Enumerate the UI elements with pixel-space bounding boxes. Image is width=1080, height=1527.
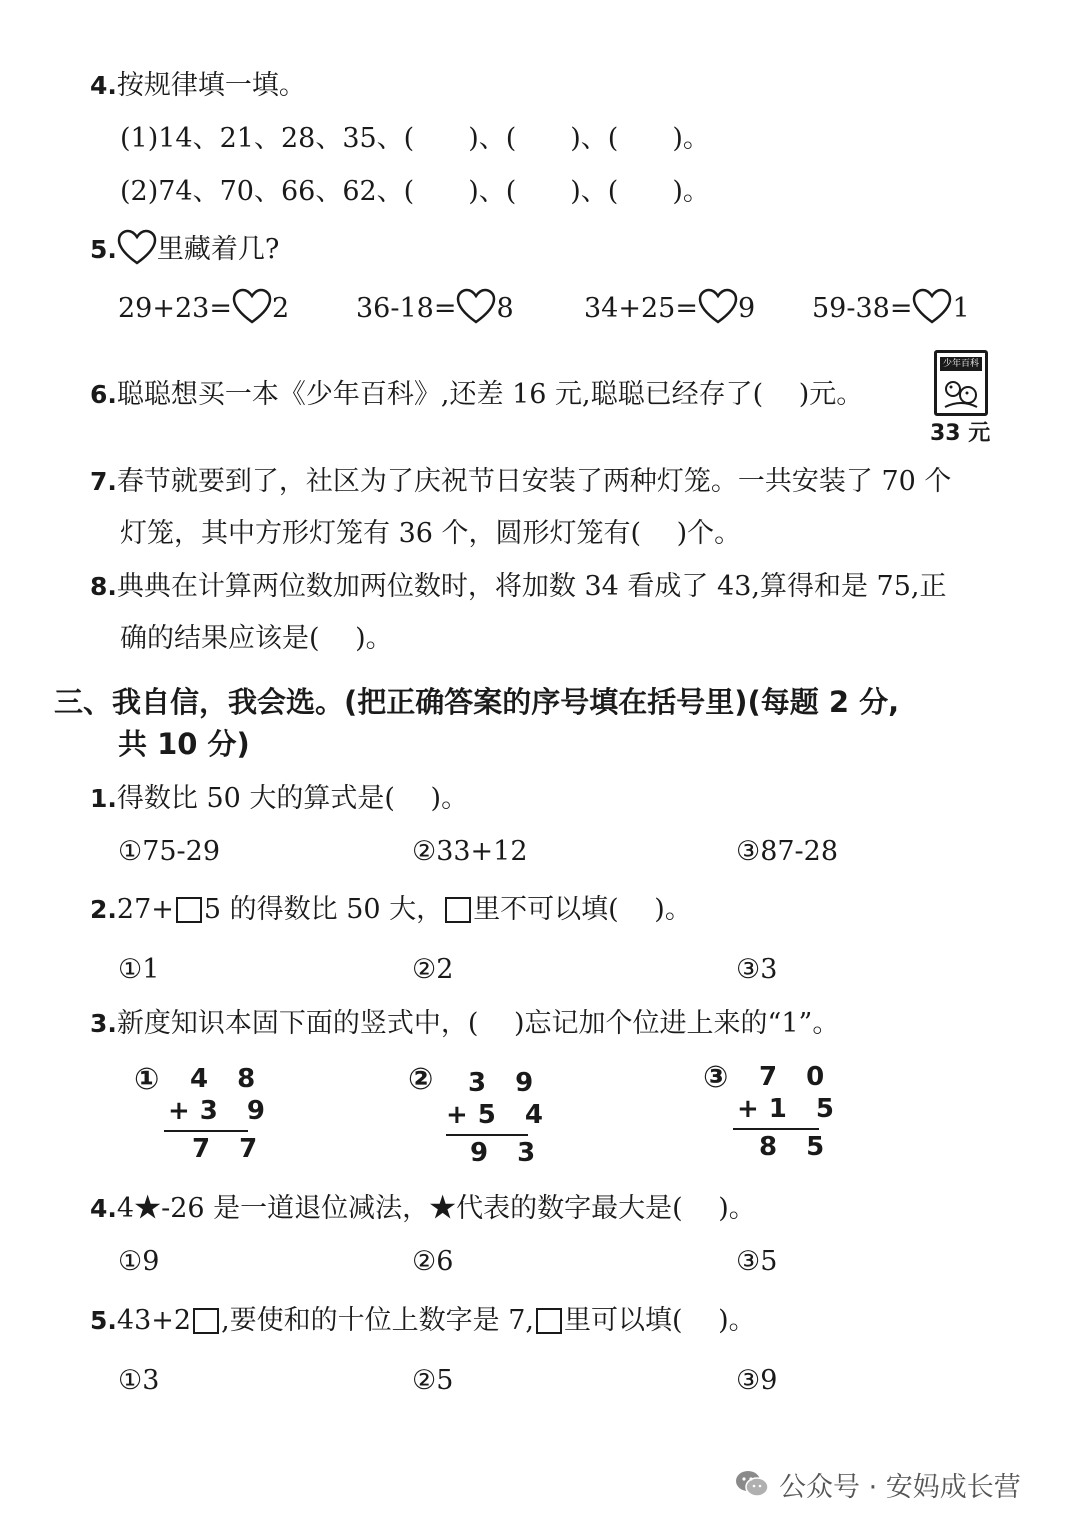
- p3-q1-text: 得数比 50 大的算式是( )。: [116, 783, 469, 814]
- p3-q1-line: [90, 781, 468, 817]
- p3-q4-text: 4★-26 是一道退位减法，★代表的数字最大是( )。: [116, 1193, 756, 1224]
- q7-number: 7.: [90, 467, 117, 496]
- q7-line2: 灯笼，其中方形灯笼有 36 个，圆形灯笼有( )个。: [120, 518, 742, 549]
- watermark-text: 公众号 · 安妈成长营: [779, 1471, 1021, 1503]
- blank-box-icon: [536, 1308, 562, 1334]
- blank-box-icon: [193, 1308, 219, 1334]
- heart-icon: [912, 288, 952, 336]
- q6-text: 聪聪想买一本《少年百科》,还差 16 元,聪聪已经存了( )元。: [116, 379, 864, 410]
- vertical-addition-1: [134, 1064, 284, 1174]
- p3-q4-option-3: ③5: [736, 1246, 778, 1277]
- p3-q2-number: 2.: [90, 895, 117, 924]
- q4-text: 按规律填一填。: [116, 70, 306, 101]
- p3-q3-line: [90, 1006, 839, 1042]
- q8-text1: 典典在计算两位数加两位数时，将加数 34 看成了 43,算得和是 75,正: [116, 571, 947, 602]
- q7-text1: 春节就要到了，社区为了庆祝节日安装了两种灯笼。一共安装了 70 个: [116, 466, 952, 497]
- p3-q1-number: 1.: [90, 784, 117, 813]
- heart-icon: [698, 288, 738, 336]
- q5-eq4-post: 1: [952, 293, 970, 324]
- q5-eq4: [812, 288, 970, 336]
- q8-line2: 确的结果应该是( )。: [120, 623, 393, 654]
- q8-number: 8.: [90, 572, 117, 601]
- blank-box-icon: [176, 897, 202, 923]
- vertical-3-rule: [733, 1128, 819, 1130]
- q6-number: 6.: [90, 380, 117, 409]
- p3-q5-text-c: 里可以填( )。: [564, 1305, 756, 1336]
- vertical-1-rule: [164, 1130, 248, 1132]
- p3-q2-line: [90, 892, 692, 928]
- q5-number: 5.: [90, 235, 117, 264]
- p3-q5-text-b: ,要使和的十位上数字是 7,: [221, 1305, 535, 1336]
- p3-q5-text-a: 43+2: [116, 1305, 192, 1336]
- q8-line1: [90, 569, 946, 605]
- vertical-3-label: ③: [703, 1060, 729, 1095]
- vertical-addition-2: [408, 1064, 558, 1174]
- q4-line: [90, 68, 306, 104]
- q4-sub2: (2)74、70、66、62、( )、( )、( )。: [120, 176, 710, 207]
- vertical-2-label: ②: [408, 1062, 434, 1097]
- vertical-2-rule: [446, 1134, 528, 1136]
- p3-q2-text-b: 5 的得数比 50 大，: [203, 894, 444, 925]
- heart-icon: [232, 288, 272, 336]
- p3-q2-text-c: 里不可以填( )。: [473, 894, 692, 925]
- p3-q3-number: 3.: [90, 1009, 117, 1038]
- p3-q5-option-1: ①3: [118, 1365, 160, 1396]
- watermark: [735, 1462, 1021, 1506]
- p3-q2-option-1: ①1: [118, 954, 160, 985]
- p3-q1-option-3: ③87-28: [736, 836, 839, 867]
- q4-sub1: (1)14、21、28、35、( )、( )、( )。: [120, 123, 710, 154]
- vertical-2-addend: +5 4: [446, 1100, 554, 1130]
- book-price: 33 元: [930, 421, 991, 446]
- q5-eq2-post: 8: [496, 293, 514, 324]
- p3-q4-line: [90, 1191, 756, 1227]
- book-cover-art-icon: [941, 375, 981, 411]
- p3-q2-option-2: ②2: [412, 954, 454, 985]
- book-title: 少年百科: [940, 357, 982, 371]
- p3-q4-option-1: ①9: [118, 1246, 160, 1277]
- p3-q5-option-3: ③9: [736, 1365, 778, 1396]
- q4-number: 4.: [90, 71, 117, 100]
- section-3-title-line1: 三、我自信，我会选。(把正确答案的序号填在括号里)(每题 2 分,: [54, 685, 900, 719]
- q5-eq1-pre: 29+23=: [118, 293, 232, 324]
- p3-q1-option-2: ②33+12: [412, 836, 528, 867]
- wechat-icon: [735, 1469, 769, 1499]
- blank-box-icon: [445, 897, 471, 923]
- vertical-1-label: ①: [134, 1062, 160, 1097]
- p3-q5-number: 5.: [90, 1306, 117, 1335]
- q5-eq1: [118, 288, 289, 336]
- heart-icon: [117, 229, 157, 277]
- vertical-2-sum: 9 3: [470, 1138, 546, 1168]
- p3-q1-option-1: ①75-29: [118, 836, 221, 867]
- vertical-3-sum: 8 5: [759, 1132, 835, 1162]
- p3-q4-number: 4.: [90, 1194, 117, 1223]
- p3-q2-option-3: ③3: [736, 954, 778, 985]
- heart-icon: [456, 288, 496, 336]
- p3-q4-option-2: ②6: [412, 1246, 454, 1277]
- p3-q5-option-2: ②5: [412, 1365, 454, 1396]
- q5-eq3: [584, 288, 755, 336]
- vertical-addition-3: [703, 1062, 853, 1172]
- q6-line: [90, 377, 863, 413]
- q5-eq4-pre: 59-38=: [812, 293, 913, 324]
- q5-eq2-pre: 36-18=: [356, 293, 457, 324]
- q7-line1: [90, 464, 951, 500]
- q5-eq1-post: 2: [271, 293, 290, 324]
- p3-q5-line: [90, 1303, 756, 1339]
- q5-eq3-post: 9: [737, 293, 756, 324]
- q5-text: 里藏着几?: [156, 234, 280, 265]
- p3-q2-text-a: 27+: [116, 894, 174, 925]
- q5-eq2: [356, 288, 514, 336]
- vertical-3-top: 7 0: [759, 1062, 835, 1092]
- p3-q3-text: 新度知识本固下面的竖式中，( )忘记加个位进上来的“1”。: [116, 1008, 840, 1039]
- book-icon: [934, 350, 988, 416]
- section-3-title-line2: 共 10 分): [118, 727, 250, 761]
- q5-line: [90, 229, 279, 277]
- vertical-1-addend: +3 9: [168, 1096, 276, 1126]
- q5-eq3-pre: 34+25=: [584, 293, 698, 324]
- vertical-1-top: 4 8: [190, 1064, 266, 1094]
- vertical-1-sum: 7 7: [192, 1134, 268, 1164]
- vertical-3-addend: +1 5: [737, 1094, 845, 1124]
- vertical-2-top: 3 9: [468, 1068, 544, 1098]
